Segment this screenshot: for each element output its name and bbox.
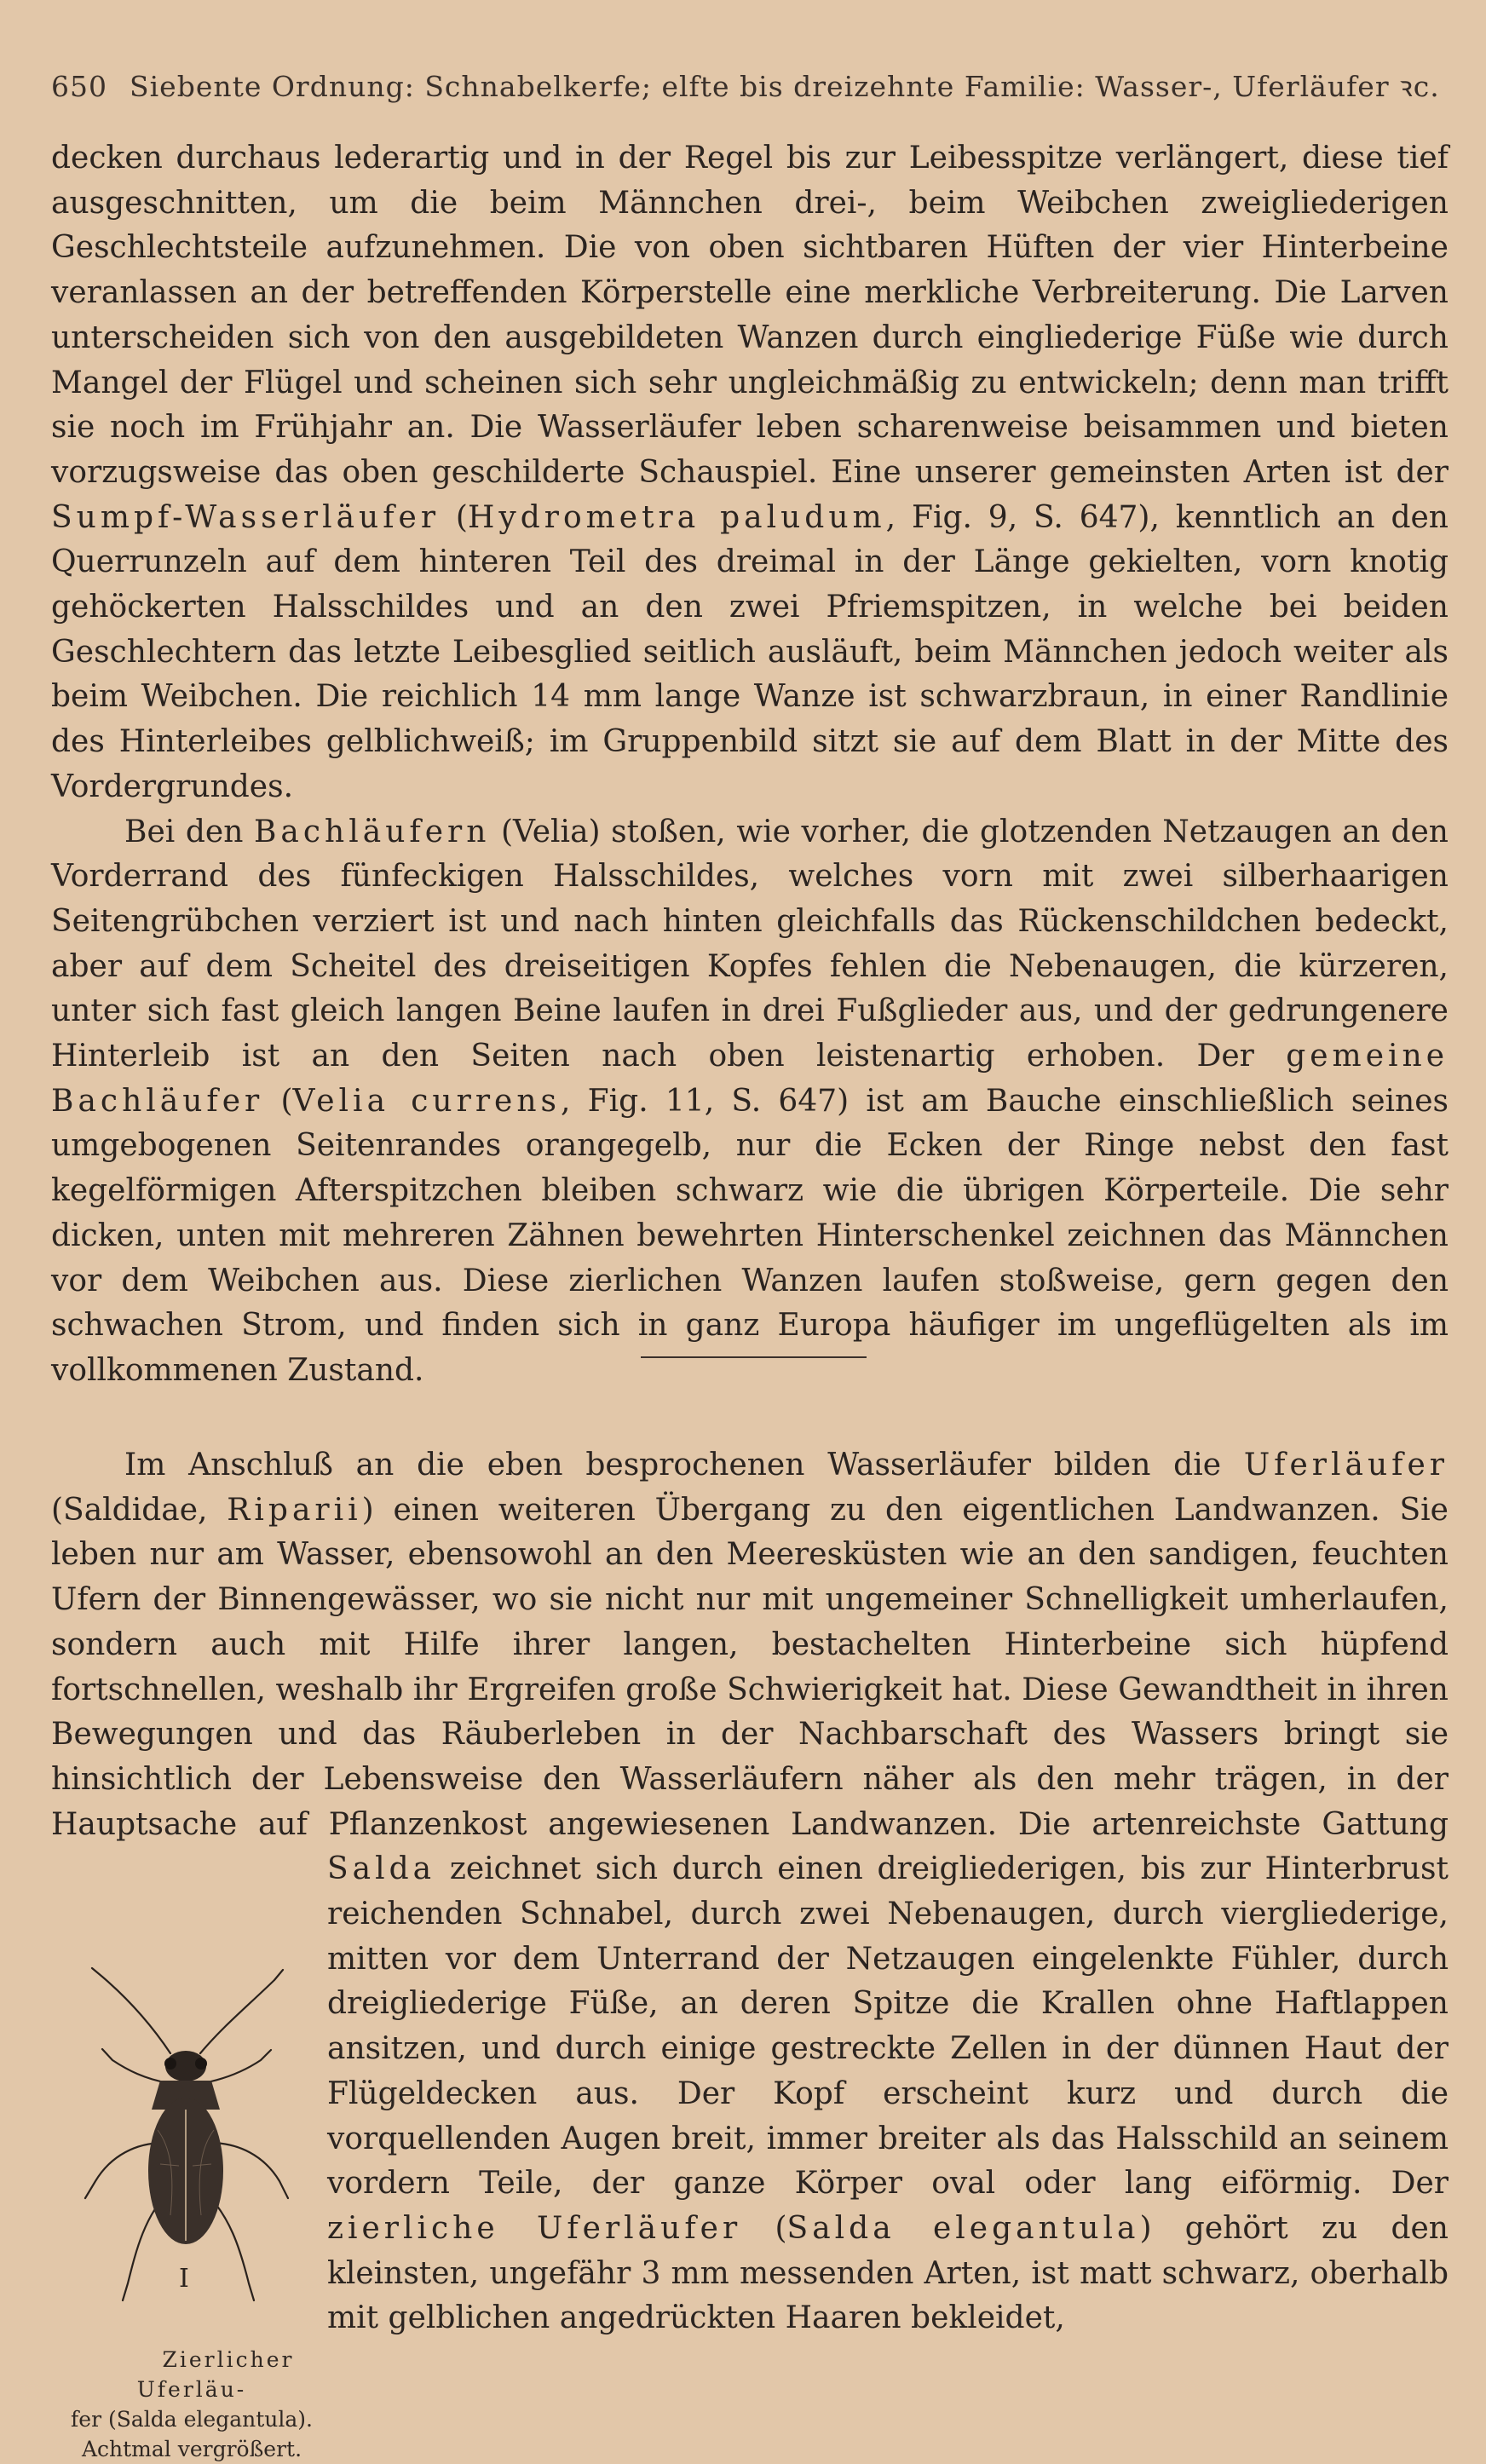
caption-line: Zierlicher Uferläu- — [136, 2347, 295, 2403]
figure-salda — [0, 1847, 317, 2462]
text-run: ) gehört zu den kleinsten, ungefähr 3 mm messenden Arten, ist matt schwarz, oberhalb mit gelblichen angedrückten Haaren bekleidet, — [327, 2210, 1449, 2336]
text-run: (Velia) stoßen, wie vorher, die glotzenden Netzaugen an den Vorderrand des fünfeckigen Halsschildes, welches vorn mit zwei silberhaarigen Seitengrübchen verziert ist und nach hinten gleichfalls das Rückenschildchen bedeckt, aber auf dem Scheitel des dreiseitigen Kopfes fehlen die Nebenaugen, die kürzeren, unter sich fast gleich langen Beine laufen in drei Fußglieder aus, und der gedrungenere Hinterleib ist an den Seiten nach oben leistenartig erhoben. Der — [51, 814, 1449, 1074]
text-run: (Saldidae, — [51, 1492, 228, 1528]
svg-text:I: I — [179, 2264, 189, 2294]
text-block-lower — [51, 1443, 1449, 2462]
text-run: decken durchaus lederartig und in der Regel bis zur Leibesspitze verlängert, diese tief ausgeschnitten, um die beim Männchen drei-, beim Weibchen zweigliederigen Geschlechtsteile aufzunehmen. Die von oben sichtbaren Hüften der vier Hinterbeine veranlassen an der betreffenden Körperstelle eine merkliche Verbreiterung. Die Larven unterscheiden sich von den ausgebildeten Wanzen durch eingliederige Füße wie durch Mangel der Flügel und scheinen sich sehr ungleichmäßig zu entwickeln; denn man trifft sie noch im Frühjahr an. Die Wasserläufer leben scharenweise beisammen und bieten vorzugsweise das oben geschilderte Schauspiel. Eine unserer gemeinsten Arten ist der — [51, 141, 1449, 490]
paragraph-velia — [51, 810, 1449, 1394]
text-run: zeichnet sich durch einen dreigliederigen, bis zur Hinterbrust reichenden Schnabel, durch zwei Nebenaugen, durch viergliederige, mitten vor dem Unterrand der Netzaugen eingelenkte Fühler, durch dreigliederige Füße, an deren Spitze die Krallen ohne Haftlappen ansitzen, und durch einige gestreckte Zellen in der dünnen Haut der Flügeldecken aus. Der Kopf erscheint kurz und durch die vorquellenden Augen breit, immer breiter als das Halsschild an seinem vordern Teile, der ganze Körper oval oder lang eiförmig. Der — [327, 1851, 1449, 2202]
page-number: 650 — [51, 70, 107, 103]
species-name: Sumpf-Wasserläufer — [51, 499, 441, 535]
text-run: ) einen weiteren Übergang zu den eigentlichen Landwanzen. Sie leben nur am Wasser, ebensowohl an den Meeresküsten wie an den sandigen, feuchten Ufern der Binnengewässer, wo sie nicht nur mit ungemeiner Schnelligkeit umherlaufen, sondern auch mit Hilfe ihrer langen, bestachelten Hinterbeine sich hüpfend fortschnellen, weshalb ihr Ergreifen große Schwierigkeit hat. Diese Gewandtheit in ihren Bewegungen und das Räuberleben in der Nachbarschaft des Wassers bringt sie hinsichtlich der Lebensweise den Wasserläufern näher als den mehr trägen, in der Hauptsache auf Pflanzenkost angewiesenen Landwanzen. Die artenreichste Gattung — [51, 1492, 1449, 1842]
text-run: ( — [440, 499, 468, 535]
caption-line: Achtmal vergrößert. — [81, 2437, 302, 2462]
latin-name: Riparii — [227, 1492, 362, 1528]
species-name: Bachläufern — [253, 814, 491, 849]
paragraph-saldidae — [51, 1443, 1449, 2462]
latin-name: Salda elegantula — [786, 2210, 1140, 2246]
text-run: Bei den — [124, 814, 254, 849]
species-name: gemeine Bachläufer — [51, 1039, 1449, 1119]
text-run: , Fig. 11, S. 647) ist am Bauche einschließlich seines umgebogenen Seitenrandes orangegelb, nur die Ecken der Ringe nebst den fast kegelförmigen Afterspitzchen bleiben schwarz wie die übrigen Körperteile. Die sehr dicken, unten mit mehreren Zähnen bewehrten Hinterschenkel zeichnen das Männchen vor dem Weibchen aus. Diese zierlichen Wanzen laufen stoßweise, gern gegen den schwachen Strom, und finden sich in ganz Europa häufiger im ungeflügelten als im vollkommenen Zustand. — [51, 1083, 1449, 1388]
species-name: Uferläufer — [1243, 1448, 1449, 1482]
section-divider — [641, 1356, 867, 1358]
text-run: ( — [741, 2210, 787, 2246]
text-block-upper — [51, 136, 1449, 1394]
figure-caption — [51, 2345, 332, 2464]
beetle-illustration — [51, 1943, 324, 2317]
text-run: Im Anschluß an die eben besprochenen Wasserläufer bilden die — [124, 1448, 1244, 1482]
caption-line: fer (Salda elegantula). — [71, 2407, 313, 2432]
species-name: zierliche Uferläufer — [327, 2210, 742, 2246]
latin-name: Velia currens — [292, 1083, 561, 1119]
latin-name: Hydrometra paludum — [467, 499, 886, 535]
paragraph-hydrometra — [51, 136, 1449, 810]
running-header — [51, 66, 1449, 105]
running-title: Siebente Ordnung: Schnabelkerfe; elfte bis dreizehnte Familie: Wasser-, Uferläufer ꝛc. — [130, 70, 1440, 103]
text-run: , Fig. 9, S. 647), kenntlich an den Querrunzeln auf dem hinteren Teil des dreimal in der Länge gekielten, vorn knotig gehöckerten Halsschildes und an den zwei Pfriemspitzen, in welche bei beiden Geschlechtern das letzte Leibesglied seitlich ausläuft, beim Männchen jedoch weiter als beim Weibchen. Die reichlich 14 mm lange Wanze ist schwarzbraun, in einer Randlinie des Hinterleibes gelblichweiß; im Gruppenbild sitzt sie auf dem Blatt in der Mitte des Vordergrundes. — [51, 499, 1449, 804]
genus-name: Salda — [327, 1851, 436, 1887]
text-run: ( — [263, 1083, 293, 1119]
